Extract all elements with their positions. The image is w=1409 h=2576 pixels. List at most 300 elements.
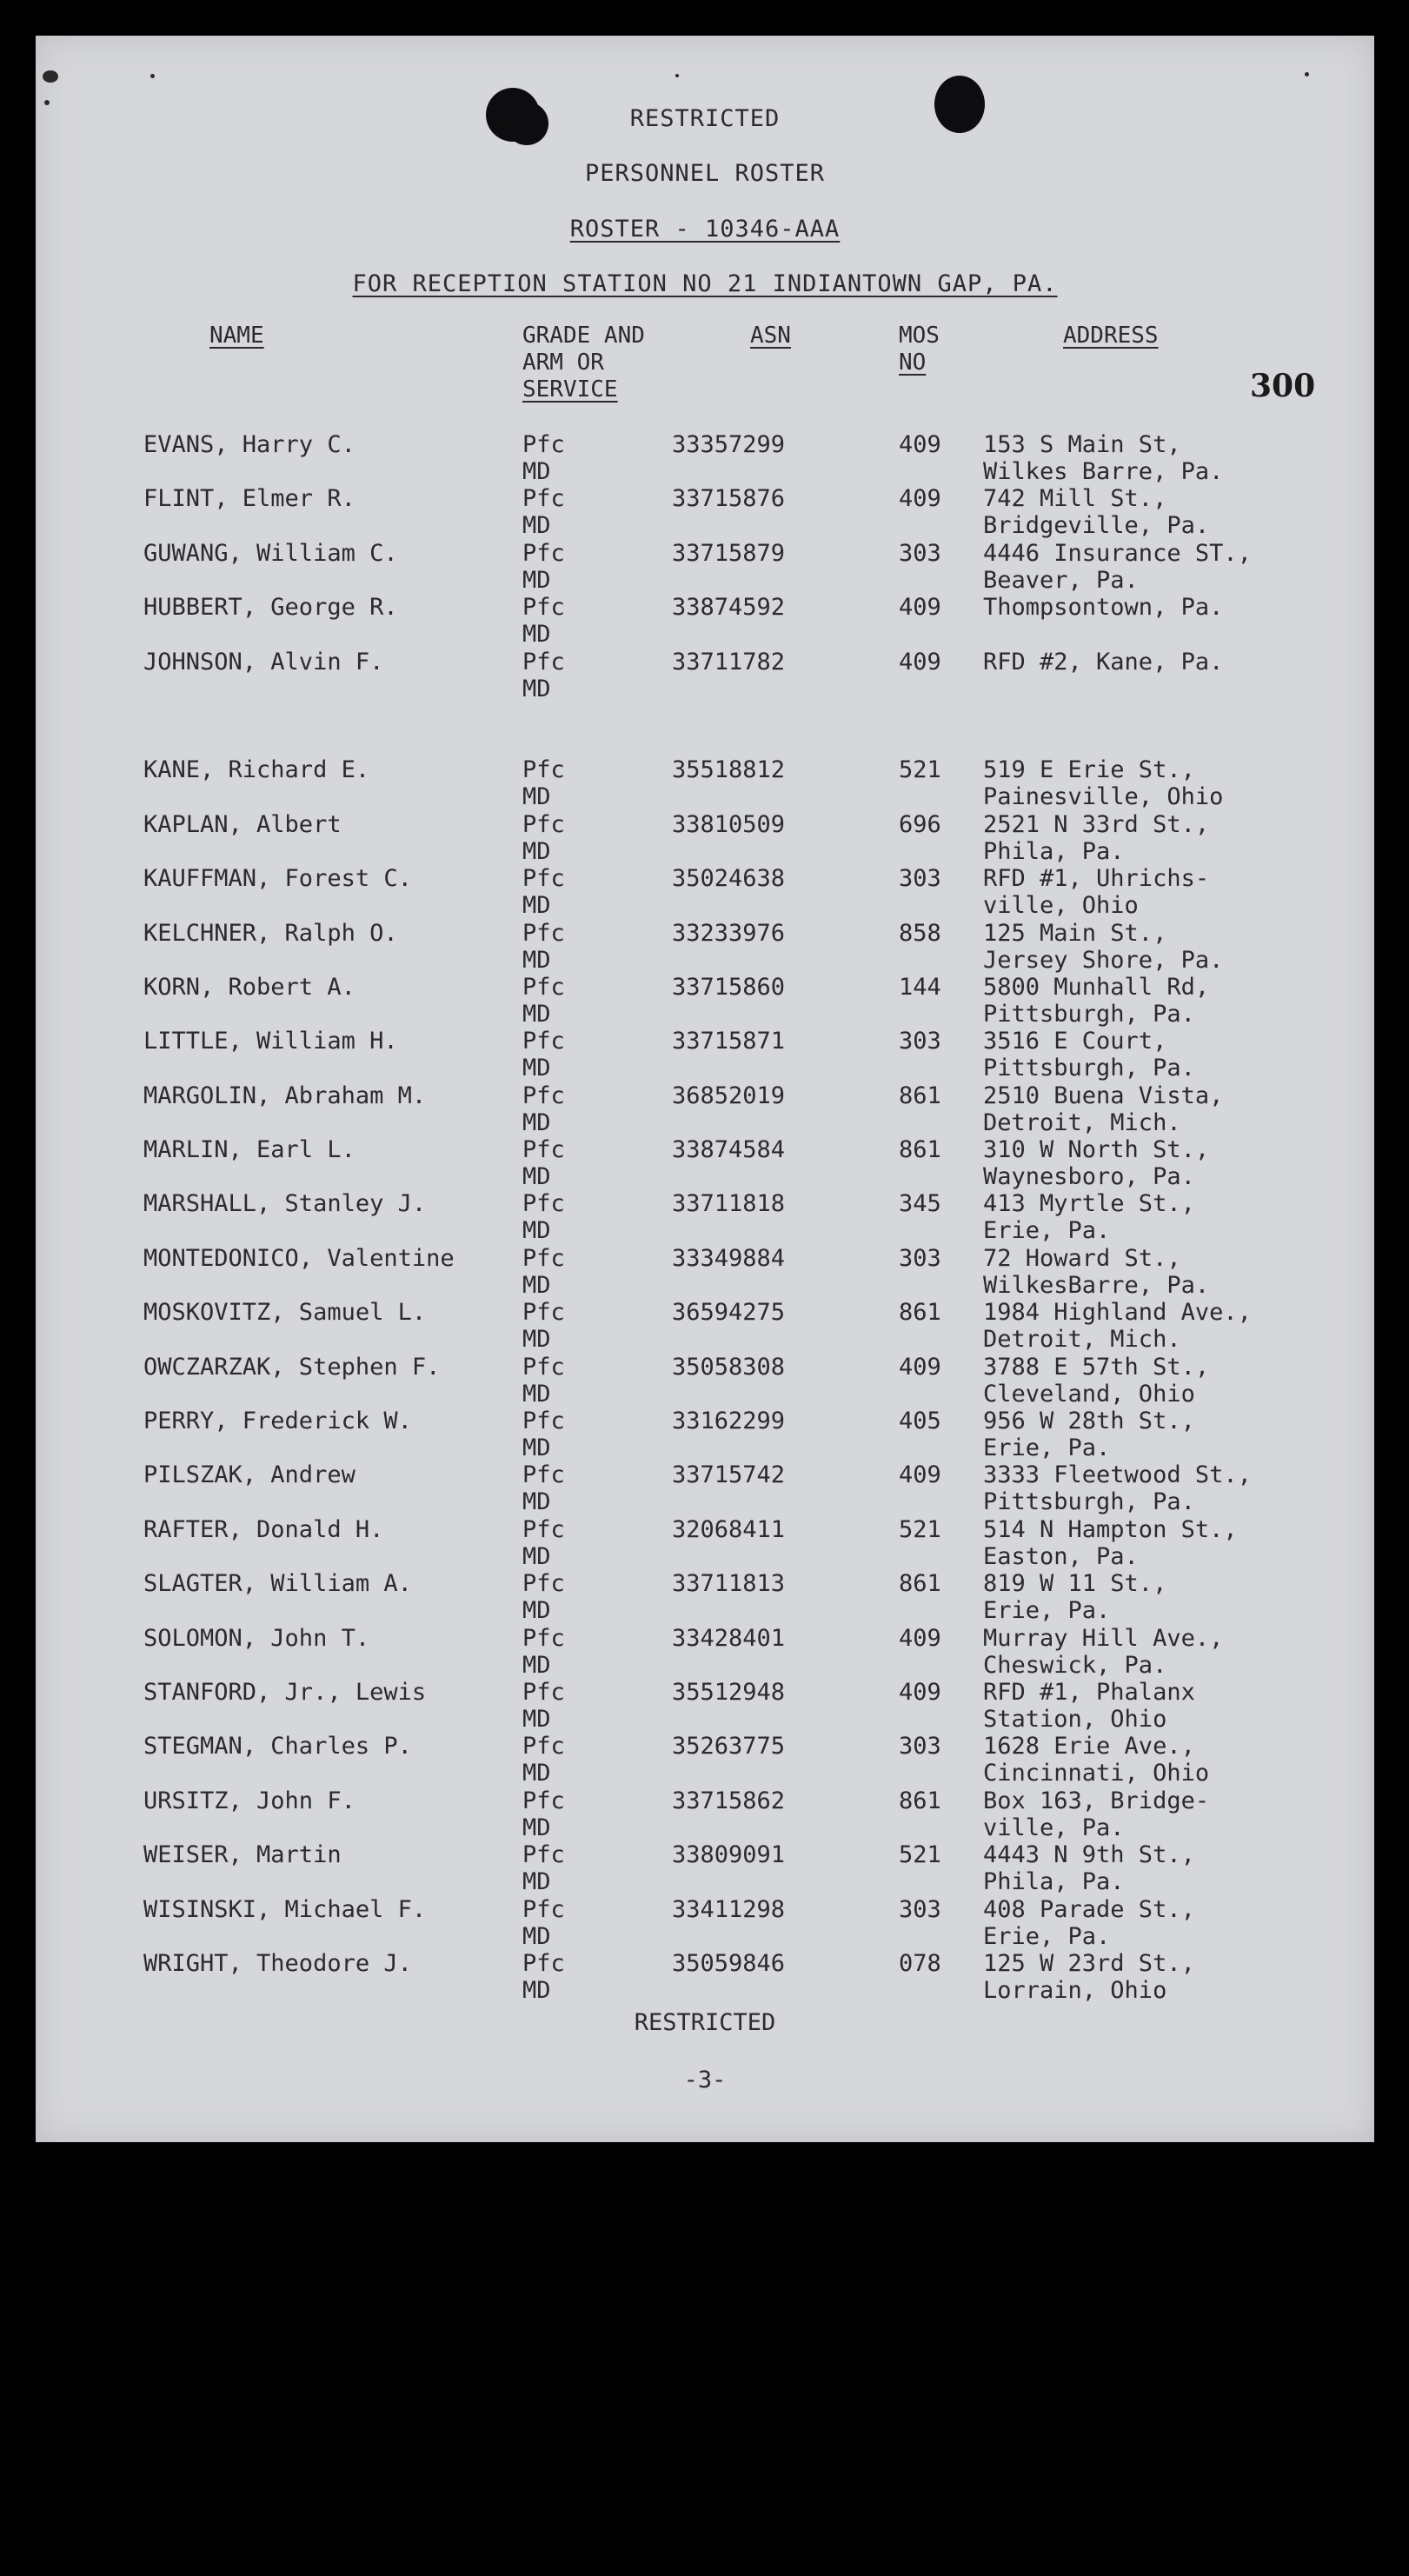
mos-cell <box>899 1733 941 1760</box>
mos-cell-mos: 078 <box>899 1949 941 1977</box>
asn-cell <box>672 1679 785 1706</box>
table-row <box>36 1733 1374 1787</box>
column-name: NAME <box>209 323 264 349</box>
address-cell <box>983 1190 1195 1244</box>
address-cell <box>983 1082 1223 1136</box>
column-grade-line1: GRADE AND <box>522 323 645 349</box>
address-cell-addr1: 3788 E 57th St., <box>983 1353 1210 1381</box>
asn-cell-asn: 33349884 <box>672 1244 786 1272</box>
grade-cell-arm: MD <box>522 1326 551 1354</box>
grade-cell-arm: MD <box>522 1922 551 1950</box>
asn-cell-asn: 33715742 <box>672 1461 786 1489</box>
table-row <box>36 1028 1374 1082</box>
address-cell <box>983 1896 1195 1950</box>
address-cell-addr2: Pittsburgh, Pa. <box>983 1000 1195 1028</box>
column-mos <box>899 323 940 376</box>
address-cell <box>983 1950 1195 2004</box>
address-cell-addr1: RFD #1, Phalanx <box>983 1678 1195 1706</box>
mos-cell-mos: 303 <box>899 1028 941 1055</box>
address-cell-addr1: 413 Myrtle St., <box>983 1190 1195 1218</box>
address-cell-addr1: 153 S Main St, <box>983 431 1181 458</box>
asn-cell <box>672 920 785 947</box>
mos-cell <box>899 865 941 892</box>
asn-cell-asn: 36594275 <box>672 1299 786 1327</box>
classification-top: RESTRICTED <box>629 105 781 132</box>
mos-cell-mos: 345 <box>899 1190 941 1218</box>
table-row <box>36 1950 1374 2004</box>
mos-cell <box>899 540 941 567</box>
mos-cell-mos: 303 <box>899 539 941 567</box>
asn-cell <box>672 1787 785 1814</box>
grade-cell-arm: MD <box>522 1434 551 1462</box>
grade-cell-grade: Pfc <box>522 1895 565 1923</box>
grade-cell-grade: Pfc <box>522 810 565 838</box>
name-cell-name: KAUFFMAN, Forest C. <box>143 865 412 893</box>
asn-cell-asn: 32068411 <box>672 1515 786 1543</box>
grade-cell <box>522 1082 565 1136</box>
mos-cell <box>899 1896 941 1923</box>
address-cell <box>983 811 1209 865</box>
asn-cell-asn: 35512948 <box>672 1678 786 1706</box>
ink-speck <box>43 70 58 83</box>
mos-cell-mos: 409 <box>899 485 941 513</box>
column-mos-line1: MOS <box>899 323 940 349</box>
name-cell <box>143 1028 398 1055</box>
table-row <box>36 649 1374 702</box>
table-row <box>36 1679 1374 1733</box>
asn-cell-asn: 33874592 <box>672 594 786 622</box>
grade-cell-arm: MD <box>522 566 551 594</box>
grade-cell-grade: Pfc <box>522 1082 565 1109</box>
asn-cell <box>672 1516 785 1543</box>
asn-cell <box>672 811 785 838</box>
grade-cell-grade: Pfc <box>522 919 565 947</box>
asn-cell-asn: 33715871 <box>672 1028 786 1055</box>
name-cell-name: PILSZAK, Andrew <box>143 1461 356 1489</box>
address-cell-addr1: Thompsontown, Pa. <box>983 594 1224 622</box>
address-cell-addr1: 4446 Insurance ST., <box>983 539 1252 567</box>
address-cell-addr2: Lorrain, Ohio <box>983 1976 1167 2004</box>
address-cell <box>983 1841 1195 1895</box>
name-cell-name: RAFTER, Donald H. <box>143 1515 384 1543</box>
name-cell <box>143 1082 426 1109</box>
mos-cell-mos: 303 <box>899 865 941 893</box>
address-cell-addr2: Erie, Pa. <box>983 1434 1111 1462</box>
name-cell-name: MARLIN, Earl L. <box>143 1136 356 1164</box>
asn-cell <box>672 1733 785 1760</box>
grade-cell-grade: Pfc <box>522 1733 565 1761</box>
address-cell <box>983 1354 1209 1408</box>
ink-speck <box>1305 72 1309 77</box>
grade-cell-arm: MD <box>522 1651 551 1679</box>
asn-cell <box>672 756 785 783</box>
name-cell <box>143 1570 412 1597</box>
mos-cell-mos: 409 <box>899 594 941 622</box>
grade-cell-arm: MD <box>522 892 551 920</box>
mos-cell-mos: 409 <box>899 1678 941 1706</box>
mos-cell-mos: 521 <box>899 1515 941 1543</box>
grade-cell <box>522 1679 565 1733</box>
asn-cell-asn: 33711782 <box>672 648 786 676</box>
ink-speck <box>150 74 155 78</box>
address-cell-addr2: Bridgeville, Pa. <box>983 512 1210 540</box>
address-cell <box>983 594 1223 621</box>
name-cell-name: GUWANG, William C. <box>143 539 398 567</box>
asn-cell <box>672 1299 785 1326</box>
station-heading: FOR RECEPTION STATION NO 21 INDIANTOWN GAP, PA. <box>352 270 1058 297</box>
asn-cell <box>672 540 785 567</box>
mos-cell <box>899 1082 941 1109</box>
address-cell-addr1: 519 E Erie St., <box>983 756 1195 784</box>
grade-cell <box>522 1516 565 1570</box>
document-page <box>36 36 1374 2142</box>
address-cell-addr2: Phila, Pa. <box>983 837 1125 865</box>
address-cell <box>983 485 1209 539</box>
asn-cell <box>672 1896 785 1923</box>
grade-cell-arm: MD <box>522 1868 551 1896</box>
address-cell-addr1: 3333 Fleetwood St., <box>983 1461 1252 1489</box>
grade-cell <box>522 1625 565 1679</box>
table-row <box>36 594 1374 648</box>
asn-cell-asn: 33428401 <box>672 1624 786 1652</box>
address-cell <box>983 756 1223 810</box>
column-asn: ASN <box>750 323 791 349</box>
mos-cell-mos: 409 <box>899 431 941 458</box>
grade-cell <box>522 1461 565 1515</box>
mos-cell-mos: 861 <box>899 1570 941 1598</box>
address-cell-addr2: Pittsburgh, Pa. <box>983 1055 1195 1082</box>
name-cell-name: MOSKOVITZ, Samuel L. <box>143 1299 427 1327</box>
grade-cell <box>522 1733 565 1787</box>
grade-cell-grade: Pfc <box>522 431 565 458</box>
address-cell-addr1: Box 163, Bridge- <box>983 1787 1210 1814</box>
asn-cell <box>672 1190 785 1217</box>
grade-cell <box>522 1841 565 1895</box>
mos-cell <box>899 811 941 838</box>
address-cell <box>983 1733 1209 1787</box>
name-cell <box>143 594 398 621</box>
column-grade-line3: SERVICE <box>522 376 618 403</box>
table-row <box>36 1787 1374 1841</box>
asn-cell-asn: 33162299 <box>672 1408 786 1435</box>
grade-cell-arm: MD <box>522 837 551 865</box>
grade-cell <box>522 540 565 594</box>
name-cell <box>143 1461 356 1488</box>
grade-cell-grade: Pfc <box>522 1408 565 1435</box>
name-cell-name: KORN, Robert A. <box>143 973 356 1001</box>
asn-cell <box>672 485 785 512</box>
mos-cell-mos: 861 <box>899 1136 941 1164</box>
grade-cell <box>522 1245 565 1299</box>
name-cell <box>143 1245 455 1272</box>
grade-cell-arm: MD <box>522 1055 551 1082</box>
name-cell <box>143 1679 426 1706</box>
name-cell <box>143 431 356 458</box>
asn-cell-asn: 33874584 <box>672 1136 786 1164</box>
table-row <box>36 540 1374 594</box>
name-cell <box>143 1787 356 1814</box>
grade-cell-arm: MD <box>522 783 551 811</box>
grade-cell-arm: MD <box>522 1976 551 2004</box>
address-cell <box>983 1625 1223 1679</box>
ink-speck <box>675 74 679 77</box>
grade-cell-arm: MD <box>522 1380 551 1408</box>
grade-cell <box>522 920 565 974</box>
mos-cell-mos: 696 <box>899 810 941 838</box>
roster-id: ROSTER - 10346-AAA <box>569 216 841 243</box>
grade-cell <box>522 811 565 865</box>
grade-cell <box>522 594 565 648</box>
address-cell <box>983 431 1223 485</box>
table-row <box>36 1245 1374 1299</box>
asn-cell-asn: 35024638 <box>672 865 786 893</box>
name-cell <box>143 1354 440 1381</box>
mos-cell-mos: 521 <box>899 1841 941 1869</box>
address-cell <box>983 1408 1195 1461</box>
address-cell-addr1: 125 W 23rd St., <box>983 1949 1195 1977</box>
address-cell <box>983 1679 1195 1733</box>
name-cell <box>143 1950 412 1977</box>
mos-cell <box>899 1950 941 1977</box>
address-cell-addr1: RFD #1, Uhrichs- <box>983 865 1210 893</box>
mos-cell <box>899 594 941 621</box>
mos-cell-mos: 861 <box>899 1082 941 1109</box>
grade-cell-arm: MD <box>522 1271 551 1299</box>
address-cell-addr1: RFD #2, Kane, Pa. <box>983 648 1224 676</box>
asn-cell-asn: 33357299 <box>672 431 786 458</box>
asn-cell <box>672 974 785 1001</box>
asn-cell-asn: 33809091 <box>672 1841 786 1869</box>
address-cell-addr1: 5800 Munhall Rd, <box>983 973 1210 1001</box>
address-cell-addr1: Murray Hill Ave., <box>983 1624 1224 1652</box>
grade-cell-arm: MD <box>522 1488 551 1516</box>
address-cell-addr1: 1628 Erie Ave., <box>983 1733 1195 1761</box>
grade-cell-arm: MD <box>522 1163 551 1191</box>
mos-cell <box>899 485 941 512</box>
address-cell <box>983 1136 1209 1190</box>
document-title: PERSONNEL ROSTER <box>584 160 826 187</box>
grade-cell-grade: Pfc <box>522 648 565 676</box>
address-cell-addr1: 125 Main St., <box>983 919 1167 947</box>
table-row <box>36 1354 1374 1408</box>
address-cell-addr2: Station, Ohio <box>983 1705 1167 1733</box>
address-cell-addr1: 4443 N 9th St., <box>983 1841 1195 1869</box>
mos-cell-mos: 303 <box>899 1895 941 1923</box>
mos-cell-mos: 409 <box>899 1461 941 1489</box>
name-cell-name: STEGMAN, Charles P. <box>143 1733 412 1761</box>
name-cell <box>143 865 412 892</box>
name-cell-name: STANFORD, Jr., Lewis <box>143 1678 427 1706</box>
mos-cell <box>899 1516 941 1543</box>
asn-cell-asn: 33715879 <box>672 539 786 567</box>
grade-cell-grade: Pfc <box>522 1353 565 1381</box>
asn-cell <box>672 865 785 892</box>
mos-cell-mos: 521 <box>899 756 941 784</box>
address-cell-addr1: 3516 E Court, <box>983 1028 1167 1055</box>
table-row <box>36 1408 1374 1461</box>
address-cell <box>983 920 1223 974</box>
grade-cell-grade: Pfc <box>522 1244 565 1272</box>
name-cell-name: FLINT, Elmer R. <box>143 485 356 513</box>
grade-cell-arm: MD <box>522 1108 551 1136</box>
name-cell <box>143 756 369 783</box>
asn-cell <box>672 1082 785 1109</box>
table-row <box>36 1841 1374 1895</box>
address-cell-addr2: Pittsburgh, Pa. <box>983 1488 1195 1516</box>
table-row <box>36 1190 1374 1244</box>
asn-cell <box>672 1950 785 1977</box>
address-cell <box>983 1787 1209 1841</box>
address-cell-addr2: Cincinnati, Ohio <box>983 1760 1210 1787</box>
name-cell-name: EVANS, Harry C. <box>143 431 356 458</box>
asn-cell-asn: 35263775 <box>672 1733 786 1761</box>
name-cell-name: JOHNSON, Alvin F. <box>143 648 384 676</box>
asn-cell-asn: 33711813 <box>672 1570 786 1598</box>
asn-cell <box>672 1625 785 1652</box>
address-cell-addr1: 2521 N 33rd St., <box>983 810 1210 838</box>
grade-cell-grade: Pfc <box>522 1299 565 1327</box>
address-cell <box>983 974 1209 1028</box>
grade-cell <box>522 974 565 1028</box>
column-mos-line2: NO <box>899 349 927 376</box>
address-cell <box>983 1461 1252 1515</box>
address-cell-addr1: 742 Mill St., <box>983 485 1167 513</box>
grade-cell-arm: MD <box>522 458 551 485</box>
grade-cell <box>522 1354 565 1408</box>
row-spacer <box>36 702 1374 756</box>
name-cell <box>143 1516 383 1543</box>
grade-cell-grade: Pfc <box>522 1028 565 1055</box>
mos-cell <box>899 431 941 458</box>
grade-cell <box>522 1190 565 1244</box>
name-cell-name: OWCZARZAK, Stephen F. <box>143 1353 441 1381</box>
address-cell-addr2: Erie, Pa. <box>983 1597 1111 1625</box>
name-cell-name: MARSHALL, Stanley J. <box>143 1190 427 1218</box>
name-cell-name: WRIGHT, Theodore J. <box>143 1949 412 1977</box>
name-cell <box>143 1408 412 1434</box>
mos-cell-mos: 144 <box>899 973 941 1001</box>
table-row <box>36 431 1374 485</box>
asn-cell-asn: 33711818 <box>672 1190 786 1218</box>
address-cell-addr2: WilkesBarre, Pa. <box>983 1271 1210 1299</box>
grade-cell <box>522 1896 565 1950</box>
asn-cell-asn: 36852019 <box>672 1082 786 1109</box>
address-cell <box>983 1028 1195 1082</box>
address-cell-addr2: Wilkes Barre, Pa. <box>983 458 1224 485</box>
address-cell-addr1: 310 W North St., <box>983 1136 1210 1164</box>
name-cell-name: KAPLAN, Albert <box>143 810 342 838</box>
grade-cell-grade: Pfc <box>522 594 565 622</box>
address-cell-addr1: 1984 Highland Ave., <box>983 1299 1252 1327</box>
name-cell <box>143 540 398 567</box>
roster-table <box>36 431 1374 2004</box>
address-cell <box>983 540 1252 594</box>
mos-cell-mos: 861 <box>899 1299 941 1327</box>
name-cell-name: MONTEDONICO, Valentine <box>143 1244 455 1272</box>
name-cell-name: KANE, Richard E. <box>143 756 370 784</box>
table-row <box>36 1461 1374 1515</box>
asn-cell <box>672 431 785 458</box>
table-row <box>36 1082 1374 1136</box>
table-row <box>36 1625 1374 1679</box>
address-cell-addr2: Detroit, Mich. <box>983 1108 1181 1136</box>
classification-bottom: RESTRICTED <box>634 2009 776 2036</box>
grade-cell-grade: Pfc <box>522 865 565 893</box>
asn-cell-asn: 33715876 <box>672 485 786 513</box>
name-cell <box>143 1136 356 1163</box>
asn-cell-asn: 33233976 <box>672 919 786 947</box>
asn-cell <box>672 1461 785 1488</box>
address-cell-addr2: Erie, Pa. <box>983 1922 1111 1950</box>
grade-cell-grade: Pfc <box>522 1624 565 1652</box>
address-cell-addr2: ville, Ohio <box>983 892 1139 920</box>
address-cell-addr2: Detroit, Mich. <box>983 1326 1181 1354</box>
mos-cell-mos: 303 <box>899 1733 941 1761</box>
asn-cell <box>672 1570 785 1597</box>
grade-cell-grade: Pfc <box>522 1461 565 1489</box>
table-row <box>36 1136 1374 1190</box>
address-cell-addr1: 408 Parade St., <box>983 1895 1195 1923</box>
name-cell <box>143 649 383 676</box>
grade-cell-arm: MD <box>522 1705 551 1733</box>
name-cell <box>143 1896 426 1923</box>
asn-cell <box>672 1354 785 1381</box>
grade-cell <box>522 1570 565 1624</box>
grade-cell-grade: Pfc <box>522 1136 565 1164</box>
name-cell <box>143 1625 369 1652</box>
column-grade-line2: ARM OR <box>522 349 604 376</box>
grade-cell-arm: MD <box>522 1597 551 1625</box>
address-cell-addr2: Cleveland, Ohio <box>983 1380 1195 1408</box>
grade-cell-grade: Pfc <box>522 1841 565 1869</box>
grade-cell-arm: MD <box>522 1814 551 1841</box>
grade-cell-grade: Pfc <box>522 1190 565 1218</box>
mos-cell <box>899 1570 941 1597</box>
address-cell-addr2: Phila, Pa. <box>983 1868 1125 1896</box>
name-cell <box>143 1841 342 1868</box>
grade-cell-arm: MD <box>522 621 551 649</box>
table-row <box>36 1896 1374 1950</box>
asn-cell <box>672 1028 785 1055</box>
table-row <box>36 1299 1374 1353</box>
asn-cell <box>672 594 785 621</box>
asn-cell-asn: 35058308 <box>672 1353 786 1381</box>
grade-cell <box>522 1136 565 1190</box>
name-cell <box>143 1299 426 1326</box>
column-address: ADDRESS <box>1063 323 1159 349</box>
grade-cell-grade: Pfc <box>522 485 565 513</box>
name-cell-name: HUBBERT, George R. <box>143 594 398 622</box>
mos-cell <box>899 1245 941 1272</box>
grade-cell-grade: Pfc <box>522 973 565 1001</box>
mos-cell-mos: 303 <box>899 1244 941 1272</box>
table-row <box>36 1516 1374 1570</box>
grade-cell-grade: Pfc <box>522 1570 565 1598</box>
address-cell-addr2: Easton, Pa. <box>983 1542 1139 1570</box>
grade-cell-grade: Pfc <box>522 539 565 567</box>
asn-cell <box>672 1841 785 1868</box>
name-cell-name: WISINSKI, Michael F. <box>143 1895 427 1923</box>
address-cell-addr2: Cheswick, Pa. <box>983 1651 1167 1679</box>
grade-cell-arm: MD <box>522 675 551 702</box>
table-row <box>36 974 1374 1028</box>
grade-cell <box>522 1408 565 1461</box>
table-row <box>36 865 1374 919</box>
asn-cell-asn: 33810509 <box>672 810 786 838</box>
address-cell <box>983 1570 1166 1624</box>
grade-cell-arm: MD <box>522 1000 551 1028</box>
table-row <box>36 1570 1374 1624</box>
